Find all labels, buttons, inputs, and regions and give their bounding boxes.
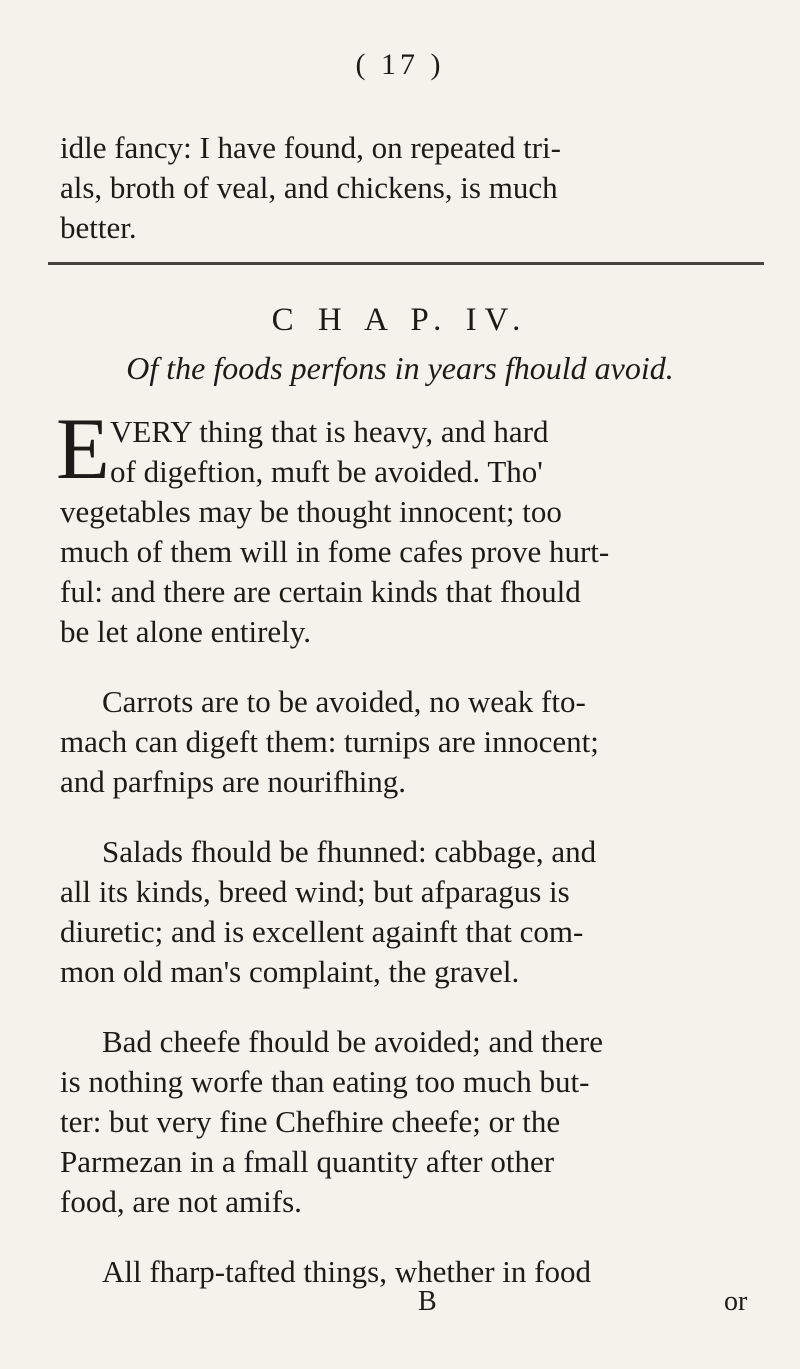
text-line: much of them will in fome cafes prove hurt-	[60, 534, 610, 569]
text-line: be let alone entirely.	[60, 614, 312, 649]
chapter-subtitle: Of the foods perfons in years fhould avoid.	[126, 350, 674, 386]
page-number: ( 17 )	[355, 48, 445, 81]
text-line: is nothing worfe than eating too much but-	[60, 1064, 590, 1099]
text-line: ful: and there are certain kinds that fhould	[60, 574, 581, 609]
text-line: Salads fhould be fhunned: cabbage, and	[102, 834, 597, 869]
text-line: Parmezan in a fmall quantity after other	[60, 1144, 555, 1179]
text-line: vegetables may be thought innocent; too	[60, 494, 562, 529]
text-line: mach can digeft them: turnips are innocent;	[60, 724, 599, 759]
text-line: of digeftion, muft be avoided. Tho'	[110, 454, 543, 489]
text-line: Carrots are to be avoided, no weak fto-	[102, 684, 586, 719]
text-line: ter: but very fine Chefhire cheefe; or the	[60, 1104, 561, 1139]
text-line: idle fancy: I have found, on repeated tri-	[60, 130, 561, 165]
drop-cap: E	[56, 401, 110, 498]
text-line: All fharp-tafted things, whether in food	[102, 1254, 591, 1289]
text-line: all its kinds, breed wind; but afparagus is	[60, 874, 570, 909]
text-line: and parfnips are nourifhing.	[60, 764, 407, 799]
text-line: food, are not amifs.	[60, 1184, 302, 1219]
catchword: or	[724, 1286, 748, 1317]
section-divider	[48, 262, 764, 265]
text-line: diuretic; and is excellent againft that com-	[60, 914, 584, 949]
text-line: als, broth of veal, and chickens, is much	[60, 170, 558, 205]
text-line: Bad cheefe fhould be avoided; and there	[102, 1024, 603, 1059]
signature-mark: B	[418, 1286, 437, 1317]
chapter-heading: C H A P. IV.	[271, 302, 529, 338]
text-line: better.	[60, 210, 137, 245]
text-line: mon old man's complaint, the gravel.	[60, 954, 520, 989]
text-line: VERY thing that is heavy, and hard	[110, 414, 549, 449]
